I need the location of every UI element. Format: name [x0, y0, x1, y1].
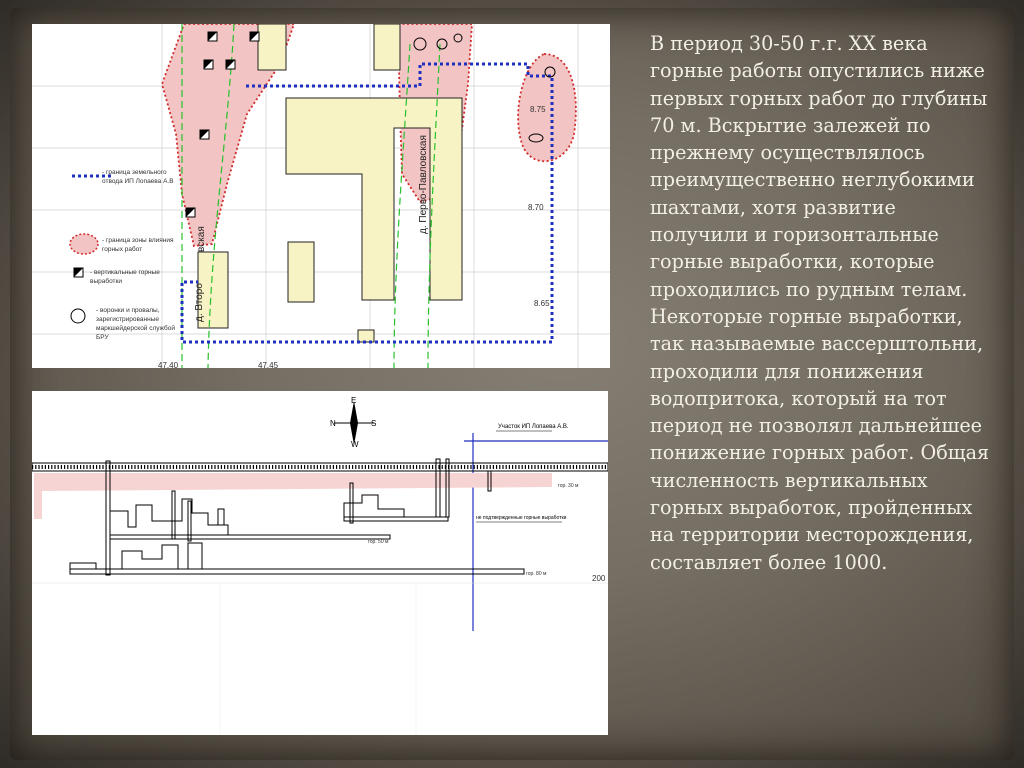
legend-zone-1: - граница зоны влияния: [102, 237, 174, 244]
mining-section: [32, 391, 608, 735]
legend-boundary-2: отвода ИП Лопаева А.В: [102, 178, 174, 185]
coord-4740: 47.40: [158, 361, 179, 368]
elev-875: 8.75: [530, 105, 546, 114]
note-label: не подтвержденные горные выработки: [476, 515, 567, 521]
compass-w: W: [351, 440, 359, 449]
mining-map: [32, 24, 610, 368]
legend-sinkholes-4: БРУ: [96, 334, 109, 341]
coord-4745: 47.45: [258, 361, 279, 368]
section-image: [32, 391, 608, 735]
street-label-vtoro-tail: вская: [196, 226, 207, 252]
elev-865: 8.65: [534, 299, 550, 308]
depth-200: 200: [592, 574, 606, 583]
street-label-perpavlovskaya: д. Перво-Павловская: [418, 135, 429, 234]
surface-line: [32, 463, 608, 471]
compass: [330, 396, 376, 449]
legend-zone-2: горных работ: [102, 246, 143, 253]
zone-band: [34, 473, 552, 519]
legend-shafts-1: - вертикальные горные: [90, 269, 160, 276]
plot-label: Участок ИП Лопаева А.В.: [498, 424, 569, 430]
legend-sinkholes-1: - воронки и провалы,: [96, 307, 160, 314]
elev-870: 8.70: [528, 203, 544, 212]
legend-sinkholes-3: маркшейдерской службой: [96, 325, 175, 332]
legend-boundary-1: - граница земельного: [102, 169, 167, 176]
level-30: гор. 30 м: [558, 483, 579, 489]
level-80: гор. 80 м: [526, 571, 547, 577]
compass-s: S: [371, 419, 377, 428]
legend-sinkholes-2: зарегистрированные: [96, 316, 159, 323]
map-legend: [70, 169, 175, 341]
map-image: [32, 24, 610, 368]
legend-shafts-2: выработки: [90, 278, 123, 285]
level-50: гор. 50 м: [368, 539, 389, 545]
slide-body-text: В период 30-50 г.г. XX века горные работы опустились ниже первых горных работ до глубины 70 м. Вскрытие залежей по прежнему осуществлялось преимущественно неглубокими шахтами, хотя развитие получили и горизонтальные горные выработки, которые проходились по рудным телам. Некоторые горные выработки, так называемые вассерштольни, проходили для понижения водопритока, который на тот период не позволял дальнейшее понижение горных работ. Общая численность вертикальных горных выработок, пройденных на территории месторождения, составляет более 1000.: [650, 32, 990, 574]
street-label-vtoro: д. Второ: [194, 283, 205, 322]
drifts: [70, 495, 524, 574]
compass-n: N: [330, 419, 336, 428]
compass-e: E: [351, 396, 357, 405]
